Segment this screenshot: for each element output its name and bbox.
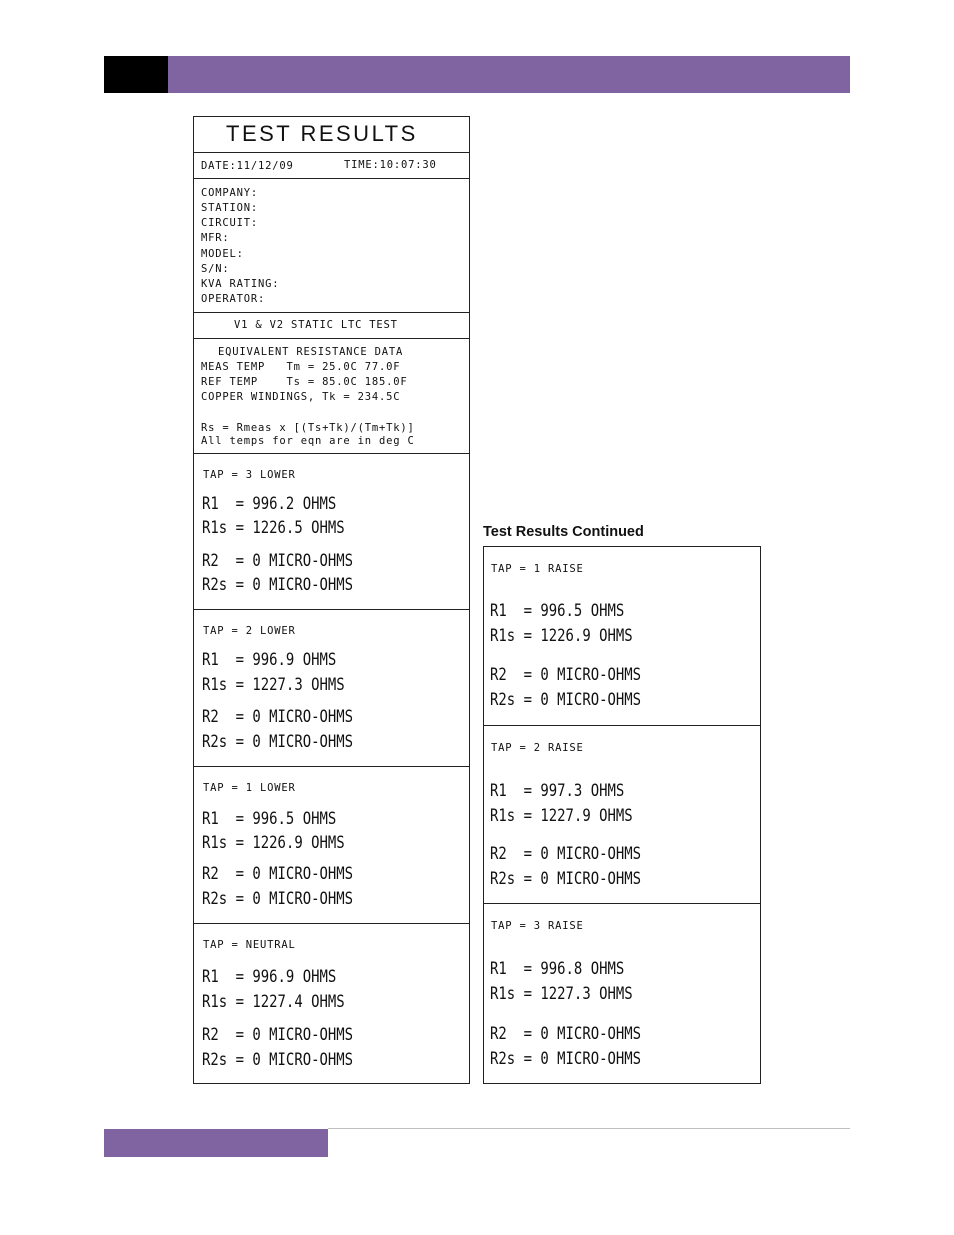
r1s-value: R1s = 1227.3 OHMS <box>202 675 345 695</box>
field-kva-rating: KVA RATING: <box>201 278 280 290</box>
field-company: COMPANY: <box>201 187 258 199</box>
r2-value: R2 = 0 MICRO-OHMS <box>202 707 354 727</box>
tap-section-1-raise <box>484 547 760 726</box>
r2s-value: R2s = 0 MICRO-OHMS <box>490 1049 642 1069</box>
tap-label: TAP = 2 LOWER <box>203 625 296 637</box>
tap-section-1-lower <box>194 766 469 924</box>
r2-value: R2 = 0 MICRO-OHMS <box>490 844 642 864</box>
rs-formula: Rs = Rmeas x [(Ts+Tk)/(Tm+Tk)] <box>201 422 415 434</box>
print-time: TIME:10:07:30 <box>344 159 437 171</box>
r2-value: R2 = 0 MICRO-OHMS <box>202 551 354 571</box>
r2-value: R2 = 0 MICRO-OHMS <box>202 864 354 884</box>
test-name: V1 & V2 STATIC LTC TEST <box>234 319 398 331</box>
r1s-value: R1s = 1227.3 OHMS <box>490 984 633 1004</box>
tap-section-3-lower <box>194 453 469 610</box>
field-model: MODEL: <box>201 248 244 260</box>
footer-purple-bar <box>104 1129 328 1157</box>
field-station: STATION: <box>201 202 258 214</box>
equivalent-resistance-section <box>194 338 469 454</box>
temps-note: All temps for eqn are in deg C <box>201 435 415 447</box>
r1s-value: R1s = 1227.9 OHMS <box>490 806 633 826</box>
r1s-value: R1s = 1226.5 OHMS <box>202 518 345 538</box>
tap-label: TAP = 1 RAISE <box>491 563 584 575</box>
r2s-value: R2s = 0 MICRO-OHMS <box>202 889 354 909</box>
r1-value: R1 = 996.9 OHMS <box>202 650 337 670</box>
info-fields-section <box>194 178 469 313</box>
field-circuit: CIRCUIT: <box>201 217 258 229</box>
tap-label: TAP = 1 LOWER <box>203 782 296 794</box>
field-mfr: MFR: <box>201 232 230 244</box>
r2s-value: R2s = 0 MICRO-OHMS <box>202 575 354 595</box>
r1-value: R1 = 996.5 OHMS <box>202 809 337 829</box>
tap-label: TAP = 3 RAISE <box>491 920 584 932</box>
r1-value: R1 = 996.9 OHMS <box>202 967 337 987</box>
header-black-block <box>104 56 168 93</box>
copper-windings: COPPER WINDINGS, Tk = 234.5C <box>201 391 401 403</box>
r1-value: R1 = 996.8 OHMS <box>490 959 625 979</box>
field-operator: OPERATOR: <box>201 293 266 305</box>
r2s-value: R2s = 0 MICRO-OHMS <box>490 869 642 889</box>
r2-value: R2 = 0 MICRO-OHMS <box>490 1024 642 1044</box>
test-name-section <box>194 312 469 339</box>
test-results-printout <box>193 116 470 1084</box>
tap-section-2-raise <box>484 725 760 904</box>
r1s-value: R1s = 1226.9 OHMS <box>490 626 633 646</box>
tap-label: TAP = NEUTRAL <box>203 939 296 951</box>
header-purple-bar <box>168 56 850 93</box>
r1-value: R1 = 997.3 OHMS <box>490 781 625 801</box>
footer-rule <box>328 1128 850 1129</box>
tap-section-2-lower <box>194 609 469 767</box>
ref-temp: REF TEMP Ts = 85.0C 185.0F <box>201 376 408 388</box>
tap-label: TAP = 3 LOWER <box>203 469 296 481</box>
continued-caption: Test Results Continued <box>483 524 644 540</box>
r2s-value: R2s = 0 MICRO-OHMS <box>202 732 354 752</box>
r2-value: R2 = 0 MICRO-OHMS <box>202 1025 354 1045</box>
tap-label: TAP = 2 RAISE <box>491 742 584 754</box>
test-results-continued-printout <box>483 546 761 1084</box>
r1-value: R1 = 996.2 OHMS <box>202 494 337 514</box>
printout-title-section <box>194 117 469 153</box>
tap-section-3-raise <box>484 903 760 1082</box>
meas-temp: MEAS TEMP Tm = 25.0C 77.0F <box>201 361 401 373</box>
date-time-section <box>194 152 469 179</box>
r2s-value: R2s = 0 MICRO-OHMS <box>490 690 642 710</box>
equivalent-heading: EQUIVALENT RESISTANCE DATA <box>218 346 404 358</box>
r1-value: R1 = 996.5 OHMS <box>490 601 625 621</box>
r2-value: R2 = 0 MICRO-OHMS <box>490 665 642 685</box>
printout-title: TEST RESULTS <box>226 121 418 146</box>
field-serial: S/N: <box>201 263 230 275</box>
print-date: DATE:11/12/09 <box>201 160 294 172</box>
tap-section-neutral <box>194 923 469 1083</box>
r2s-value: R2s = 0 MICRO-OHMS <box>202 1050 354 1070</box>
r1s-value: R1s = 1227.4 OHMS <box>202 992 345 1012</box>
r1s-value: R1s = 1226.9 OHMS <box>202 833 345 853</box>
